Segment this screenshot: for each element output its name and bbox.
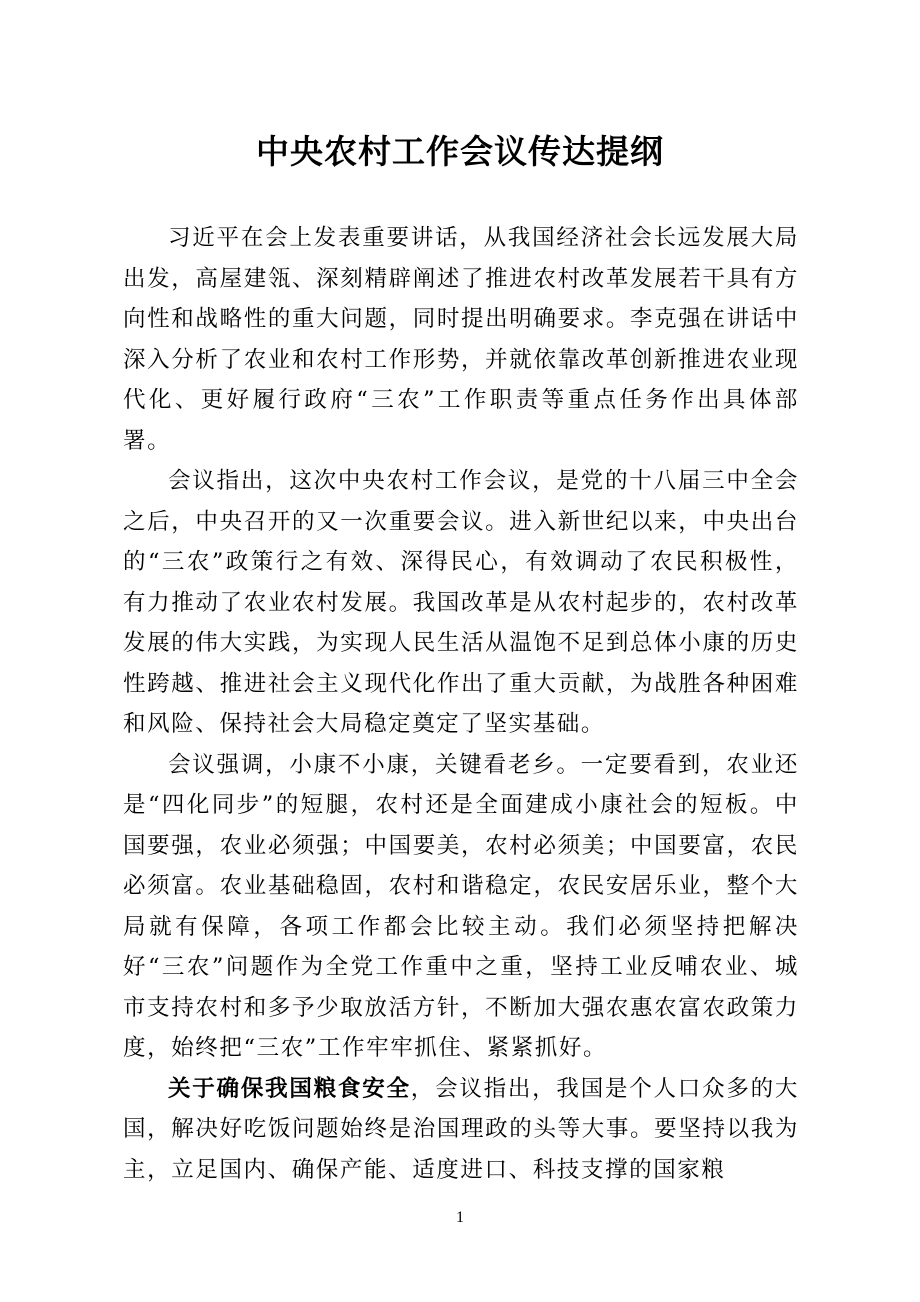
document-title: 中央农村工作会议传达提纲: [256, 132, 664, 171]
section-text-food-security: ，会议指出，我国是个人口众多的大国，解决好吃饭问题始终是治国理政的头等大事。要坚持以我为主，立足国内、确保产能、适度进口、科技支撑的国家粮: [123, 1075, 799, 1183]
paragraph-meeting-significance: 会议指出，这次中央农村工作会议，是党的十八届三中全会之后，中央召开的又一次重要会议。进入新世纪以来，中央出台的“三农”政策行之有效、深得民心，有效调动了农民积极性，有力推动了农业农村发展。我国改革是从农村起步的，农村改革发展的伟大实践，为实现人民生活从温饱不足到总体小康的历史性跨越、推进社会主义现代化作出了重大贡献，为战胜各种困难和风险、保持社会大局稳定奠定了坚实基础。: [123, 468, 799, 737]
paragraph-food-security: [123, 1069, 799, 1191]
paragraph-speech-summary: 习近平在会上发表重要讲话，从我国经济社会长远发展大局出发，高屋建瓴、深刻精辟阐述了推进农村改革发展若干具有方向性和战略性的重大问题，同时提出明确要求。李克强在讲话中深入分析了农业和农村工作形势，并就依靠改革创新推进农业现代化、更好履行政府“三农”工作职责等重点任务作出具体部署。: [123, 225, 799, 454]
section-lead-food-security: 关于确保我国粮食安全: [168, 1075, 411, 1102]
page-number: 1: [456, 1209, 464, 1226]
document-body: [123, 218, 799, 1190]
paragraph-meeting-emphasis: 会议强调，小康不小康，关键看老乡。一定要看到，农业还是“四化同步”的短腿，农村还是全面建成小康社会的短板。中国要强，农业必须强；中国要美，农村必须美；中国要富，农民必须富。农业基础稳固，农村和谐稳定，农民安居乐业，整个大局就有保障，各项工作都会比较主动。我们必须坚持把解决好“三农”问题作为全党工作重中之重，坚持工业反哺农业、城市支持农村和多予少取放活方针，不断加大强农惠农富农政策力度，始终把“三农”工作牢牢抓住、紧紧抓好。: [123, 751, 799, 1061]
